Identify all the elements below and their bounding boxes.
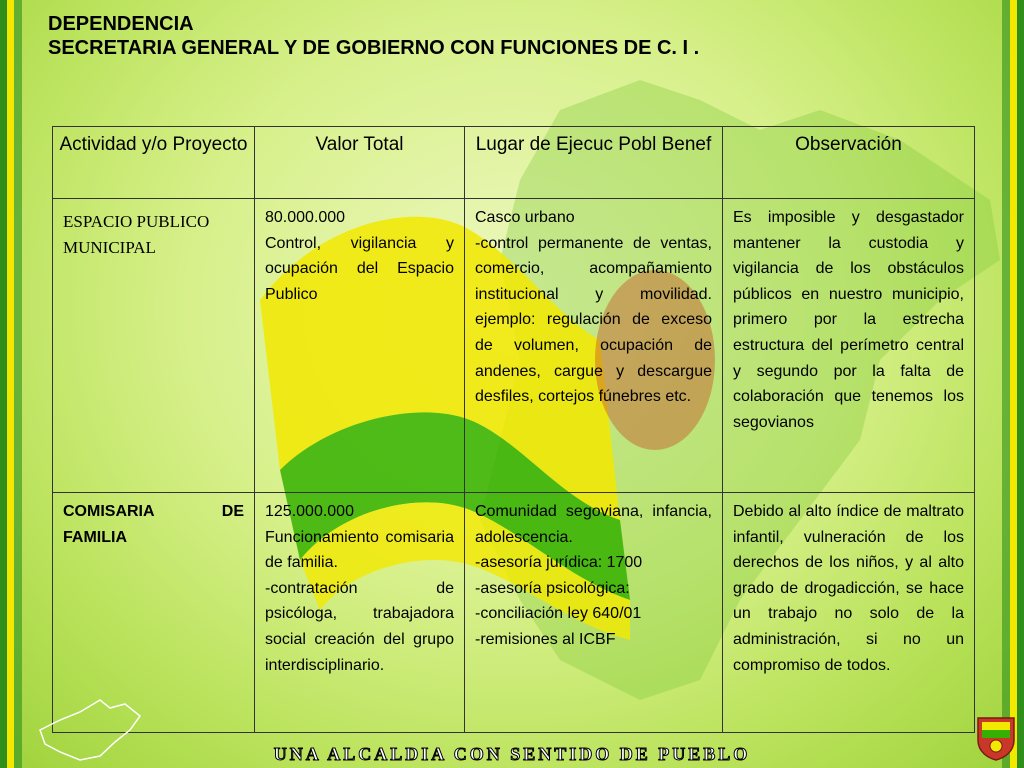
- cell-actividad: ESPACIO PUBLICO MUNICIPAL: [53, 199, 255, 493]
- title-line-1: DEPENDENCIA: [48, 13, 194, 35]
- cell-actividad: COMISARIA DE FAMILIA: [53, 493, 255, 733]
- cell-observacion: Es imposible y desgastador mantener la custodia y vigilancia de los obstáculos públicos en nuestro municipio, primero por la estrecha estructura del perímetro central y segundo por la falta de colaboración que tenemos los segovianos: [723, 199, 975, 493]
- page-title: [48, 12, 699, 60]
- cell-line: Control, vigilancia y ocupación del Espacio Publico: [265, 234, 454, 303]
- cell-line: Casco urbano: [475, 209, 575, 226]
- coat-of-arms-logo: [974, 712, 1018, 762]
- cell-line: 80.000.000: [265, 209, 346, 226]
- right-border-stripes: [1002, 0, 1024, 768]
- cell-line: -asesoría jurídica: 1700: [475, 554, 643, 572]
- footer-slogan: UNA ALCALDIA CON SENTIDO DE PUEBLO: [273, 744, 751, 764]
- table-header-row: [53, 127, 975, 199]
- cell-lugar: [465, 493, 723, 733]
- header-observacion: Observación: [723, 127, 975, 199]
- cell-line: -asesoría psicológica:: [475, 579, 630, 597]
- cell-valor: [255, 493, 465, 733]
- cell-line: -control permanente de ventas, comercio, acompañamiento institucional y movilidad. ejemplo: regulación de exceso de volumen, ocupación de andenes, cargue y descargue desfiles, cortejos fúnebres etc.: [475, 234, 712, 406]
- cell-line: -contratación de psicóloga, trabajadora social creación del grupo interdisciplinario.: [265, 579, 454, 674]
- cell-observacion: Debido al alto índice de maltrato infantil, vulneración de los derechos de los niños, y al alto grado de drogadicción, se hace un trabajo no solo de la administración, si no un compromiso de todos.: [723, 493, 975, 733]
- table-row: [53, 199, 975, 493]
- cell-lugar: [465, 199, 723, 493]
- title-line-2: SECRETARIA GENERAL Y DE GOBIERNO CON FUNCIONES DE C. I .: [48, 37, 700, 59]
- header-lugar: Lugar de Ejecuc Pobl Benef: [465, 127, 723, 199]
- cell-line: -conciliación ley 640/01: [475, 605, 642, 623]
- header-valor: Valor Total: [255, 127, 465, 199]
- activities-table: [52, 126, 975, 733]
- cell-line: -remisiones al ICBF: [475, 630, 616, 648]
- cell-line: Comunidad segoviana, infancia, adolescencia.: [475, 503, 712, 546]
- cell-line: Funcionamiento comisaria de familia.: [265, 528, 454, 572]
- table-row: [53, 493, 975, 733]
- cell-line: 125.000.000: [265, 503, 354, 520]
- left-border-stripes: [0, 0, 22, 768]
- header-actividad: Actividad y/o Proyecto: [53, 127, 255, 199]
- cell-valor: [255, 199, 465, 493]
